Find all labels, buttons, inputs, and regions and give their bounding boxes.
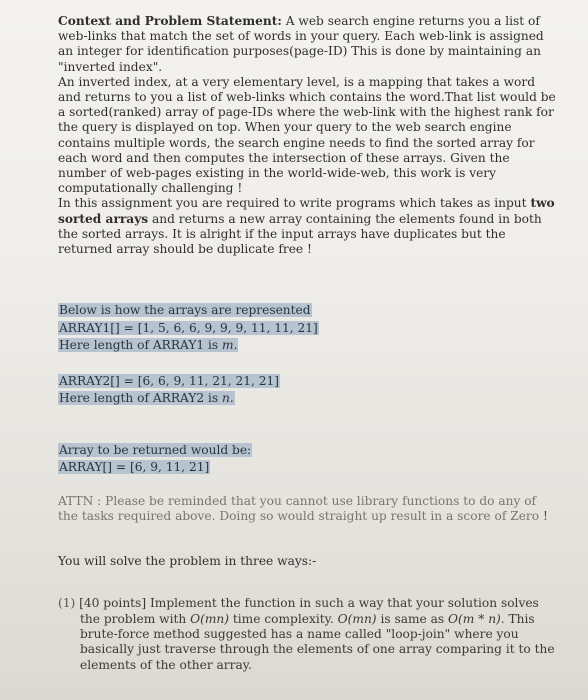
array2-length-var: n [222, 391, 230, 406]
array2-length [58, 391, 235, 405]
list-item-text-post: . This brute-force method suggested has a name called "loop-join" where you basically just traverse through the elements of one array comparing it to the elements of the other array. [80, 611, 555, 672]
context-p1-text: A web search engine returns you a list of web-links that match the set of words in your query. Each web-link is assigned an integer for identification purposes(page-ID) This is done by maintaining an "inverted index". [58, 14, 544, 74]
attn-note [58, 494, 558, 524]
spacer [58, 257, 558, 301]
spacer [58, 407, 558, 441]
context-p3-pre: In this assignment you are required to write programs which takes as input [58, 196, 531, 211]
spacer [58, 476, 558, 494]
list-item-text-mid: time complexity. [229, 611, 338, 626]
arrays-intro: Below is how the arrays are represented [59, 303, 311, 318]
array1-length [58, 338, 238, 352]
context-paragraph-2: An inverted index, at a very elementary level, is a mapping that takes a word and returns to you a list of web-links which contains the word.That list would be a sorted(ranked) array of page-IDs where the web-link with the highest rank for the query is displayed on top. When your query to the web search engine contains multiple words, the search engine needs to find the sorted array for each word and then computes the intersection of these arrays. Given the number of web-pages existing in the world-wide-web, this work is very computationally challenging ! [58, 74, 556, 196]
context-paragraph-1 [58, 14, 558, 75]
spacer [58, 569, 558, 596]
result-value: ARRAY[] = [6, 9, 11, 21] [59, 460, 210, 475]
solve-intro: You will solve the problem in three ways:- [58, 554, 317, 569]
list-item-number: (1) [58, 596, 76, 611]
array1-value: ARRAY1[] = [1, 5, 6, 6, 9, 9, 9, 11, 11, 21] [59, 320, 318, 335]
spacer [58, 354, 558, 372]
list-item-text-mid2: is same as [376, 611, 449, 626]
arrays-block [58, 301, 558, 476]
array2-length-text: Here length of ARRAY2 is [59, 391, 223, 406]
array1-line [58, 319, 558, 337]
result-intro-line [58, 441, 558, 459]
attn-text: ATTN : Please be reminded that you cannot use library functions to do any of the tasks required above. Doing so would straight up result in a score of Zero [58, 493, 540, 523]
array1-length-var: m [222, 338, 234, 353]
array2-length-line [58, 389, 558, 407]
spacer [58, 524, 558, 554]
list-item-complexity-2: O(mn) [337, 611, 377, 626]
array1-length-end: . [233, 338, 238, 353]
result-line [58, 458, 558, 476]
array1-length-line [58, 336, 558, 354]
array2-length-end: . [229, 391, 234, 406]
array2-value: ARRAY2[] = [6, 6, 9, 11, 21, 21, 21] [59, 373, 280, 388]
arrays-intro-line [58, 301, 558, 319]
context-title: Context and Problem Statement: [58, 14, 282, 28]
result-intro: Array to be returned would be: [59, 442, 252, 457]
context-p3-post: and returns a new array containing the elements found in both the sorted arrays. It is alright if the input arrays have duplicates but the returned array should be duplicate free ! [58, 211, 542, 257]
list-item [58, 596, 558, 672]
array1-length-text: Here length of ARRAY1 is [59, 338, 223, 353]
list-item-complexity-3: O(m * n) [448, 611, 501, 626]
list-item-complexity-1: O(mn) [190, 611, 230, 626]
array2-line [58, 372, 558, 390]
context-p3-bold: two sorted arrays [58, 196, 555, 226]
list-item-text-pre: [40 points] Implement the function in such a way that your solution solves the problem with [75, 596, 539, 626]
context-paragraph-3 [58, 196, 558, 257]
attn-tail: ! [539, 508, 548, 523]
